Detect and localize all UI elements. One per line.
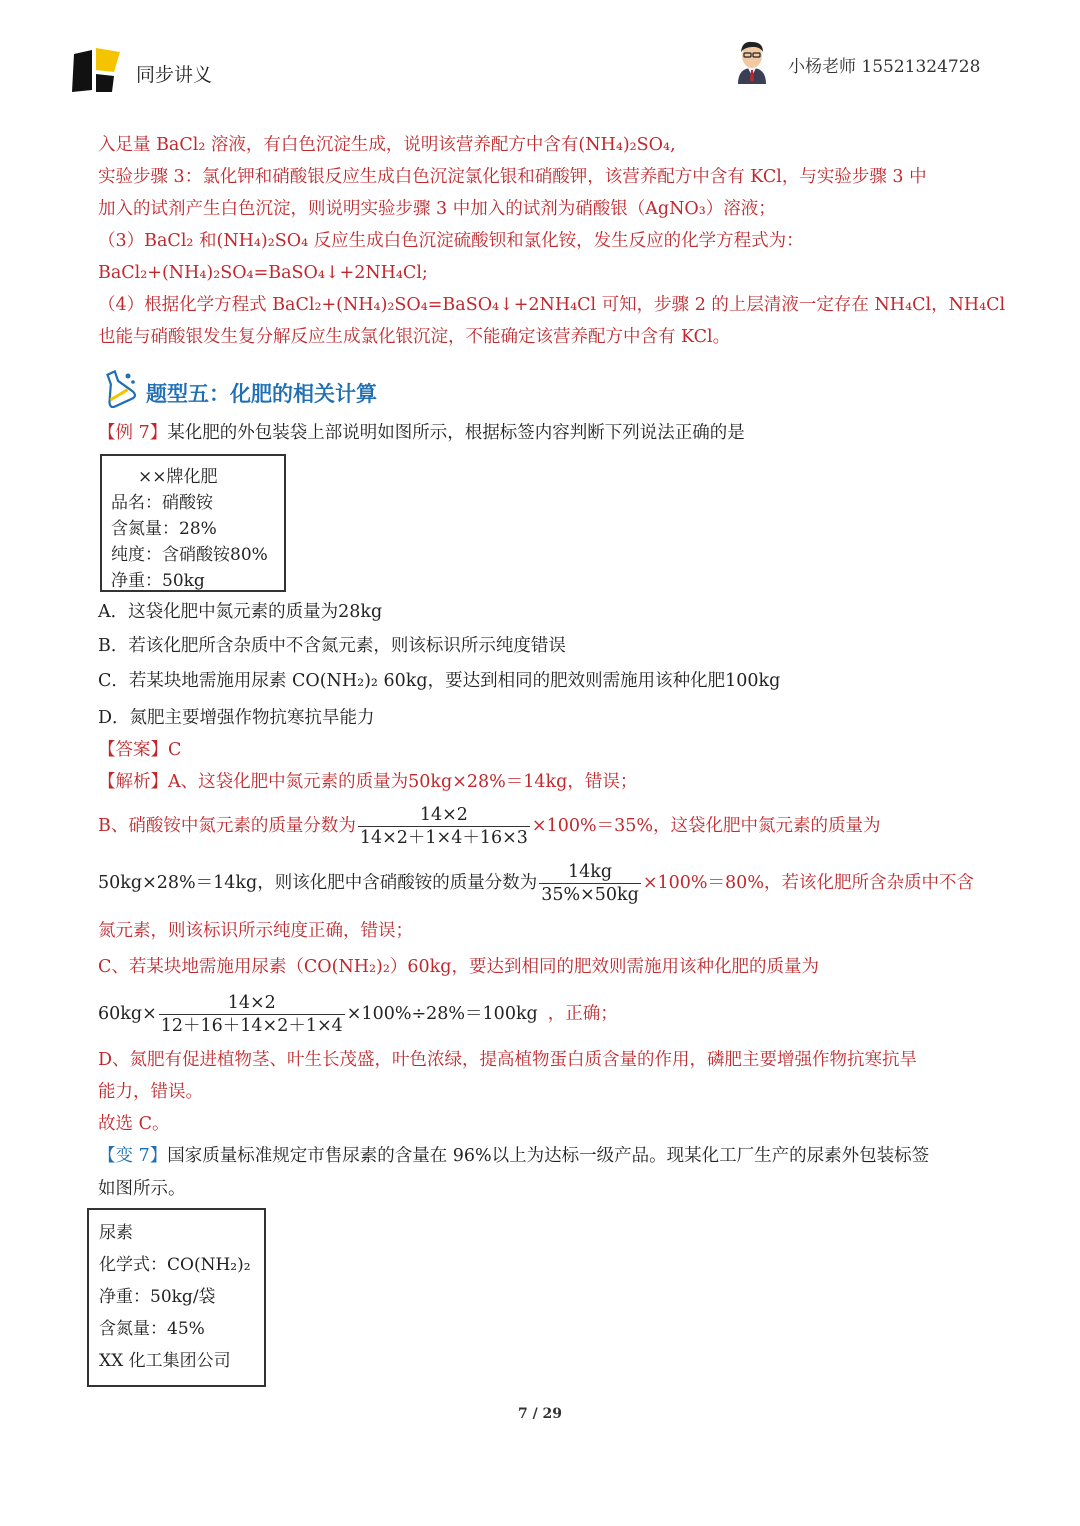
analysis-c2-tail: ，正确； xyxy=(547,1004,618,1024)
analysis-b xyxy=(98,804,881,849)
fraction-denominator: 14×2＋1×4＋16×3 xyxy=(359,828,528,848)
teacher-avatar xyxy=(732,38,772,84)
solution-line: （3）BaCl₂ 和(NH₄)₂SO₄ 反应生成白色沉淀硫酸钡和氯化铵，发生反应的化学方程式为： xyxy=(98,231,804,251)
fraction xyxy=(539,861,641,906)
solution-line: 入足量 BaCl₂ 溶液，有白色沉淀生成，说明该营养配方中含有(NH₄)₂SO₄, xyxy=(98,135,676,155)
solution-line: 加入的试剂产生白色沉淀，则说明实验步骤 3 中加入的试剂为硝酸银（AgNO₃）溶液； xyxy=(98,199,776,219)
label-line: ××牌化肥 xyxy=(138,467,218,487)
variant-question xyxy=(98,1144,929,1168)
solution-line: 实验步骤 3：氯化钾和硝酸银反应生成白色沉淀氯化银和硝酸钾，该营养配方中含有 KCl，与实验步骤 3 中 xyxy=(98,167,927,187)
analysis-a xyxy=(98,770,637,794)
fraction xyxy=(159,992,345,1037)
example-question xyxy=(98,421,745,445)
analysis-b2-post: ×100%＝80%，若该化肥所含杂质中不含 xyxy=(642,873,974,893)
question-text: 某化肥的外包装袋上部说明如图所示，根据标签内容判断下列说法正确的是 xyxy=(167,423,745,443)
fraction xyxy=(358,804,530,849)
label-line: 含氮量：28% xyxy=(111,519,217,539)
fraction-numerator: 14×2 xyxy=(159,992,345,1015)
analysis-c2-pre: 60kg× xyxy=(98,1004,157,1024)
option-c: C．若某块地需施用尿素 CO(NH₂)₂ 60kg，要达到相同的肥效则需施用该种化肥100kg xyxy=(98,671,781,691)
variant-text: 国家质量标准规定市售尿素的含量在 96%以上为达标一级产品。现某化工厂生产的尿素外包装标签 xyxy=(167,1146,930,1166)
label-line: 化学式：CO(NH₂)₂ xyxy=(99,1255,251,1275)
analysis-c2 xyxy=(98,992,618,1037)
option-d: D．氮肥主要增强作物抗寒抗旱能力 xyxy=(98,708,375,728)
label-line: 净重：50kg xyxy=(111,571,205,591)
fraction-numerator: 14kg xyxy=(539,861,641,884)
analysis-d2: 能力，错误。 xyxy=(98,1082,203,1102)
variant-text-2: 如图所示。 xyxy=(98,1179,186,1199)
flask-icon xyxy=(96,368,138,408)
analysis-b2-pre: 50kg×28%＝14kg，则该化肥中含硝酸铵的质量分数为 xyxy=(98,873,538,893)
label-line: 品名：硝酸铵 xyxy=(111,493,213,513)
logo xyxy=(70,46,126,94)
analysis-b3: 氮元素，则该标识所示纯度正确，错误； xyxy=(98,921,413,941)
solution-line: 也能与硝酸银发生复分解反应生成氯化银沉淀，不能确定该营养配方中含有 KCl。 xyxy=(98,327,731,347)
section-title: 题型五：化肥的相关计算 xyxy=(146,382,377,406)
answer-line xyxy=(98,738,181,762)
label-line: 纯度：含硝酸铵80% xyxy=(111,545,268,565)
page-number: 7 / 29 xyxy=(517,1406,563,1422)
analysis-b2 xyxy=(98,861,974,906)
header-title: 同步讲义 xyxy=(136,64,213,86)
analysis-tag: 【解析】 xyxy=(98,772,168,792)
fraction-numerator: 14×2 xyxy=(358,804,530,827)
analysis-c2-post: ×100%÷28%＝100kg xyxy=(346,1004,538,1024)
answer-value: C xyxy=(168,740,182,760)
answer-tag: 【答案】 xyxy=(98,740,168,760)
fraction-denominator: 35%×50kg xyxy=(541,885,639,905)
analysis-c: C、若某块地需施用尿素（CO(NH₂)₂）60kg，要达到相同的肥效则需施用该种化肥的质量为 xyxy=(98,957,819,977)
option-b: B．若该化肥所含杂质中不含氮元素，则该标识所示纯度错误 xyxy=(98,636,566,656)
teacher-contact: 小杨老师 15521324728 xyxy=(788,57,981,77)
analysis-a-text: A、这袋化肥中氮元素的质量为50kg×28%＝14kg，错误； xyxy=(168,772,638,792)
conclusion: 故选 C。 xyxy=(98,1114,170,1134)
fraction-denominator: 12＋16＋14×2＋1×4 xyxy=(160,1016,343,1036)
analysis-b-post: ×100%＝35%，这袋化肥中氮元素的质量为 xyxy=(531,816,881,836)
analysis-d: D、氮肥有促进植物茎、叶生长茂盛，叶色浓绿，提高植物蛋白质含量的作用，磷肥主要增强作物抗寒抗旱 xyxy=(98,1050,918,1070)
option-a: A．这袋化肥中氮元素的质量为28kg xyxy=(98,602,383,622)
solution-line: （4）根据化学方程式 BaCl₂+(NH₄)₂SO₄=BaSO₄↓+2NH₄Cl 可知，步骤 2 的上层清液一定存在 NH₄Cl，NH₄Cl xyxy=(98,295,1006,315)
fertilizer-label xyxy=(100,454,286,592)
label-line: 尿素 xyxy=(99,1223,133,1243)
analysis-b-pre: B、硝酸铵中氮元素的质量分数为 xyxy=(98,816,356,836)
example-tag: 【例 7】 xyxy=(98,423,168,443)
label-line: XX 化工集团公司 xyxy=(99,1351,231,1371)
label-line: 净重：50kg/袋 xyxy=(99,1287,216,1307)
label-line: 含氮量：45% xyxy=(99,1319,205,1339)
urea-label xyxy=(87,1208,266,1387)
solution-line: BaCl₂+(NH₄)₂SO₄=BaSO₄↓+2NH₄Cl; xyxy=(98,263,428,283)
variant-tag: 【变 7】 xyxy=(98,1146,168,1166)
